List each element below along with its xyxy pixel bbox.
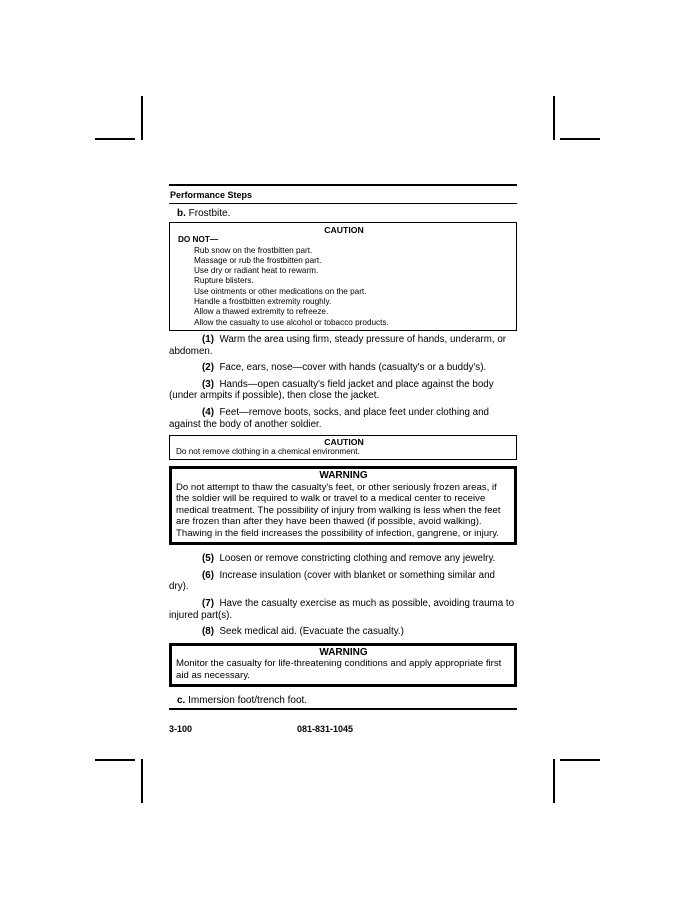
step-paragraph xyxy=(169,334,517,357)
step-text: Have the casualty exercise as much as possible, avoiding trauma to injured part(s). xyxy=(169,597,515,621)
step-paragraph xyxy=(169,570,517,593)
page-number: 3-100 xyxy=(169,724,193,734)
warning-title: WARNING xyxy=(319,470,368,482)
warning-text: Do not attempt to thaw the casualty's feet, or other seriously frozen areas, if the soldier will be required to walk or travel to a medical center to receive medical treatment. The possibility of injury from walking is less when the feet are frozen than after they have been thawed (if possible, avoid walking). Thawing in the field increases the possibility of infection, gangrene, or injury. xyxy=(176,481,501,539)
bottom-rule xyxy=(169,708,517,710)
step-c-heading xyxy=(177,695,517,706)
crop-mark-bottom-right-v xyxy=(553,759,555,803)
step-number: (4) xyxy=(202,406,214,418)
step-number: (3) xyxy=(202,378,214,390)
caution-title: CAUTION xyxy=(324,437,364,448)
document-page xyxy=(169,184,517,710)
crop-mark-top-right-v xyxy=(553,96,555,140)
caution-box-chemical xyxy=(169,435,517,460)
step-paragraph xyxy=(169,626,517,638)
warning-box-thaw xyxy=(169,466,517,545)
step-paragraph xyxy=(169,379,517,402)
step-paragraph xyxy=(169,553,517,565)
caution-item: Allow the casualty to use alcohol or tobacco products. xyxy=(194,317,389,327)
warning-title: WARNING xyxy=(319,646,368,658)
step-number: (7) xyxy=(202,597,214,609)
caution-item: Use dry or radiant heat to rewarm. xyxy=(194,266,319,276)
warning-box-monitor xyxy=(169,643,517,688)
step-number: (2) xyxy=(202,362,214,374)
caution-list xyxy=(176,246,512,328)
step-number: (8) xyxy=(202,626,214,638)
step-c-letter: c. xyxy=(177,695,186,707)
crop-mark-top-right-h xyxy=(560,138,600,140)
step-text: Warm the area using firm, steady pressure of hands, underarm, or abdomen. xyxy=(169,333,507,357)
step-b-letter: b. xyxy=(177,208,186,219)
caution-item: Handle a frostbitten extremity roughly. xyxy=(194,297,332,307)
step-number: (5) xyxy=(202,553,214,565)
step-paragraph xyxy=(169,407,517,430)
step-b-title: Frostbite. xyxy=(188,208,231,219)
crop-mark-bottom-left-v xyxy=(141,759,143,803)
caution-title: CAUTION xyxy=(324,225,364,235)
step-paragraph xyxy=(169,362,517,374)
task-code: 081-831-1045 xyxy=(297,724,354,734)
caution-box-frostbite xyxy=(169,222,517,331)
step-text: Face, ears, nose—cover with hands (casualty's or a buddy's). xyxy=(219,362,487,374)
section-header: Performance Steps xyxy=(169,186,517,204)
caution-item: Use ointments or other medications on the part. xyxy=(194,286,367,296)
step-number: (1) xyxy=(202,333,214,345)
step-c-title: Immersion foot/trench foot. xyxy=(188,695,308,707)
step-text: Increase insulation (cover with blanket or something similar and dry). xyxy=(169,569,495,593)
step-b-heading xyxy=(177,208,517,219)
crop-mark-top-left-v xyxy=(141,96,143,140)
step-text: Seek medical aid. (Evacuate the casualty.) xyxy=(219,626,404,638)
caution-lead: DO NOT— xyxy=(178,235,219,245)
step-text: Loosen or remove constricting clothing and remove any jewelry. xyxy=(219,553,496,565)
step-text: Hands—open casualty's field jacket and place against the body (under armpits if possible), then close the jacket. xyxy=(169,378,494,402)
step-text: Feet—remove boots, socks, and place feet under clothing and against the body of another soldier. xyxy=(169,406,490,430)
step-paragraph xyxy=(169,598,517,621)
crop-mark-bottom-right-h xyxy=(560,759,600,761)
caution-item: Massage or rub the frostbitten part. xyxy=(194,255,322,265)
caution-item: Allow a thawed extremity to refreeze. xyxy=(194,307,329,317)
caution-item: Rub snow on the frostbitten part. xyxy=(194,245,313,255)
caution-item: Rupture blisters. xyxy=(194,276,254,286)
crop-mark-top-left-h xyxy=(95,138,135,140)
crop-mark-bottom-left-h xyxy=(95,759,135,761)
caution-text: Do not remove clothing in a chemical environment. xyxy=(176,447,360,457)
warning-text: Monitor the casualty for life-threatening conditions and apply appropriate first aid as necessary. xyxy=(176,658,502,681)
step-number: (6) xyxy=(202,569,214,581)
